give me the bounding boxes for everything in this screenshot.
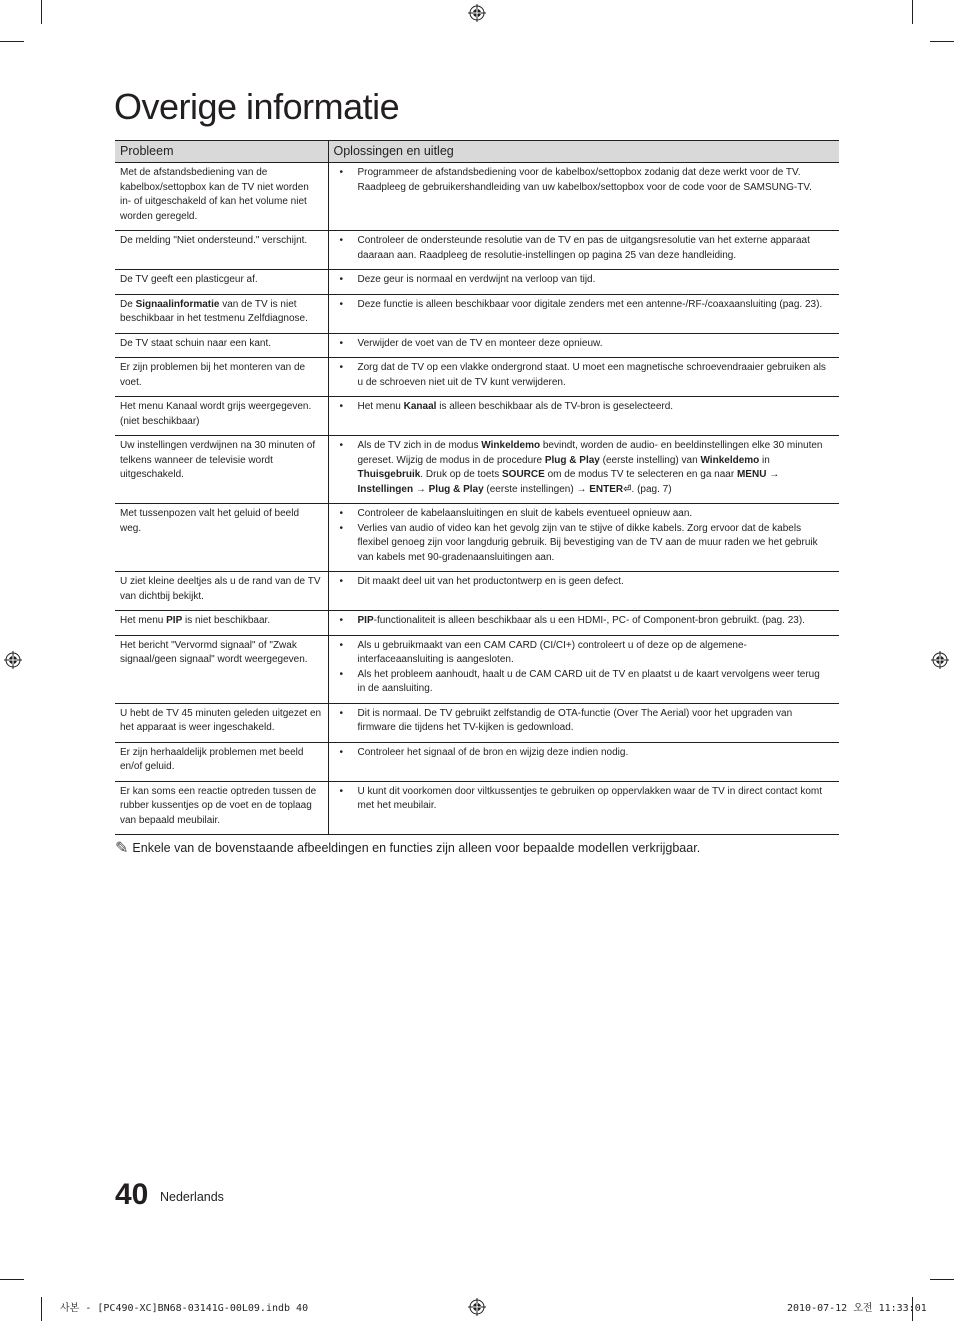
problem-cell (115, 504, 328, 572)
solution-list (334, 298, 835, 313)
solution-cell (328, 270, 839, 295)
solution-item (334, 507, 835, 522)
solution-list (334, 639, 835, 697)
column-header-solution: Oplossingen en uitleg (328, 141, 839, 163)
solution-item (334, 522, 835, 566)
footnote (115, 838, 700, 858)
table-row (115, 703, 839, 742)
problem-cell (115, 294, 328, 333)
text-run: . (pag. 7) (631, 483, 672, 495)
text-run: De melding "Niet ondersteund." verschijnt. (120, 235, 308, 246)
bold-term: Winkeldemo (481, 440, 541, 451)
solution-item (334, 707, 835, 736)
text-run: van de TV is niet beschikbaar in het testmenu Zelfdiagnose. (120, 298, 308, 324)
table-row (115, 397, 839, 436)
text-run: Zorg dat de TV op een vlakke ondergrond staat. U moet een magnetische schroevendraaier gebruiken als u de schroeven niet uit de TV kunt verwijderen. (357, 362, 826, 388)
solution-list (334, 707, 835, 736)
text-run: → (413, 483, 429, 495)
table-row (115, 781, 839, 835)
bold-term: ⏎ (623, 483, 632, 495)
text-run: Het menu (120, 615, 167, 626)
text-run: Dit is normaal. De TV gebruikt zelfstandig de OTA-functie (Over The Aerial) voor het upgraden van firmware die tijdens het TV-kijken is gedownload. (357, 707, 793, 733)
solution-item (334, 668, 835, 697)
solution-list (334, 361, 835, 390)
crop-mark (912, 0, 913, 24)
solution-list (334, 400, 835, 415)
text-run: is alleen beschikbaar als de TV-bron is geselecteerd. (436, 401, 674, 412)
text-run: De TV geeft een plasticgeur af. (120, 274, 258, 285)
solution-cell (328, 781, 839, 835)
solution-item (334, 614, 835, 629)
text-run: -functionaliteit is alleen beschikbaar als u een HDMI-, PC- of Component-bron gebruikt. (pag. 23). (373, 615, 805, 626)
problem-cell (115, 635, 328, 703)
table-row (115, 333, 839, 358)
text-run: Het menu Kanaal wordt grijs weergegeven. (niet beschikbaar) (120, 401, 312, 427)
text-run: U ziet kleine deeltjes als u de rand van de TV van dichtbij bekijkt. (120, 576, 321, 602)
bold-term: PIP (357, 615, 374, 626)
solution-cell (328, 231, 839, 270)
text-run: Controleer de kabelaansluitingen en sluit de kabels eventueel opnieuw aan. (357, 508, 693, 519)
text-run: De TV staat schuin naar een kant. (120, 337, 272, 349)
crop-mark (930, 1279, 954, 1280)
text-run: Het menu (357, 401, 404, 412)
bold-term: Instellingen (357, 483, 414, 495)
problem-cell (115, 270, 328, 295)
text-run: Met tussenpozen valt het geluid of beeld weg. (120, 508, 300, 534)
solution-cell (328, 504, 839, 572)
text-run: in (759, 454, 770, 466)
problem-cell (115, 703, 328, 742)
solution-item (334, 575, 835, 590)
solution-cell (328, 436, 839, 504)
solution-item (334, 361, 835, 390)
solution-item (334, 298, 835, 313)
bold-term: Plug & Play (428, 483, 484, 495)
crop-mark (41, 1297, 42, 1321)
solution-list (334, 614, 835, 629)
bold-term: Kanaal (403, 401, 437, 412)
text-run: Deze geur is normaal en verdwijnt na verloop van tijd. (357, 274, 596, 285)
crop-mark (41, 0, 42, 24)
text-run: U kunt dit voorkomen door viltkussentjes te gebruiken op oppervlakken waar de TV in direct contact komt met het meubilair. (357, 785, 822, 811)
pencil-icon: ✎ (115, 840, 129, 857)
print-info-file: 사본 - [PC490-XC]BN68-03141G-00L09.indb 40 (60, 1303, 309, 1314)
text-run: Verlies van audio of video kan het gevolg zijn van te stijve of dikke kabels. Zorg ervoor dat de kabels flexibel genoeg zijn voor langdurig gebruik. Bij bevestiging van de TV aan de muur raden we het gebruik van kabels met 90-gradenaansluitingen aan. (357, 522, 818, 563)
problem-cell (115, 358, 328, 397)
text-run: Er zijn herhaaldelijk problemen met beeld en/of geluid. (120, 746, 304, 772)
table-row (115, 742, 839, 781)
text-run: Het bericht "Vervormd signaal" of "Zwak signaal/geen signaal" wordt weergegeven. (120, 639, 308, 665)
problem-cell (115, 611, 328, 636)
table-body (115, 163, 839, 835)
text-run: Als het probleem aanhoudt, haalt u de CAM CARD uit de TV en plaatst u de kaart vervolgens weer terug in de aansluiting. (357, 668, 820, 694)
registration-mark-icon (468, 4, 486, 22)
solution-item (334, 439, 835, 497)
table-row (115, 163, 839, 231)
solution-list (334, 273, 835, 288)
problem-cell (115, 397, 328, 436)
solution-list (334, 234, 835, 263)
text-run: Verwijder de voet van de TV en monteer deze opnieuw. (357, 337, 603, 349)
table-row (115, 436, 839, 504)
text-run: (eerste instellingen) → (483, 483, 590, 495)
column-header-problem: Probleem (115, 141, 328, 163)
troubleshooting-table (115, 140, 839, 835)
solution-list (334, 166, 835, 195)
table-header-row (115, 141, 839, 163)
solution-list (334, 785, 835, 814)
solution-list (334, 337, 835, 352)
registration-mark-icon (4, 651, 22, 669)
text-run: Controleer het signaal of de bron en wijzig deze indien nodig. (357, 746, 629, 758)
bold-term: Signaalinformatie (135, 298, 220, 310)
problem-cell (115, 163, 328, 231)
crop-mark (930, 41, 954, 42)
solution-item (334, 337, 835, 352)
text-run: Controleer de ondersteunde resolutie van de TV en pas de uitgangsresolutie van het externe apparaat daaraan aan. Raadpleeg de resolutie-instellingen op pagina 25 van deze handleiding. (357, 235, 810, 261)
text-run: Er zijn problemen bij het monteren van de voet. (120, 362, 306, 388)
text-run: . Druk op de toets (420, 469, 503, 480)
solution-cell (328, 635, 839, 703)
crop-mark (0, 1279, 24, 1280)
solution-cell (328, 611, 839, 636)
bold-term: SOURCE (502, 469, 545, 480)
text-run: De (120, 298, 136, 310)
text-run: (eerste instelling) van (599, 454, 701, 466)
solution-cell (328, 703, 839, 742)
text-run: Er kan soms een reactie optreden tussen de rubber kussentjes op de voet en de toplaag van bepaald meubilair. (120, 785, 317, 826)
text-run: Uw instellingen verdwijnen na 30 minuten of telkens wanneer de televisie wordt uitgeschakeld. (120, 440, 316, 480)
table-row (115, 504, 839, 572)
problem-cell (115, 781, 328, 835)
problem-cell (115, 572, 328, 611)
solution-list (334, 575, 835, 590)
solution-cell (328, 163, 839, 231)
solution-cell (328, 397, 839, 436)
page-number: 40 (115, 1178, 149, 1211)
solution-item (334, 785, 835, 814)
solution-item (334, 746, 835, 761)
bold-term: Thuisgebruik (357, 469, 421, 480)
solution-item (334, 234, 835, 263)
print-info-date: 2010-07-12 오전 11:33:01 (787, 1303, 927, 1314)
table-row (115, 294, 839, 333)
bold-term: Winkeldemo (700, 454, 760, 466)
solution-list (334, 507, 835, 565)
table-row (115, 231, 839, 270)
solution-cell (328, 333, 839, 358)
solution-item (334, 400, 835, 415)
text-run: is niet beschikbaar. (182, 615, 271, 626)
table-row (115, 358, 839, 397)
text-run: Dit maakt deel uit van het productontwerp en is geen defect. (357, 576, 624, 587)
text-run: Met de afstandsbediening van de kabelbox/settopbox kan de TV niet worden in- of uitgeschakeld of kan het volume niet worden geregeld. (120, 167, 309, 222)
text-run: Deze functie is alleen beschikbaar voor digitale zenders met een antenne-/RF-/coaxaansluiting (pag. 23). (357, 298, 823, 310)
page-title: Overige informatie (114, 86, 400, 127)
text-run: Als de TV zich in de modus (357, 440, 482, 451)
text-run: bevindt, worden de audio- en beeldinstellingen elke 30 minuten gereset. Wijzig de modus in de procedure (357, 440, 823, 466)
problem-cell (115, 436, 328, 504)
bold-term: Plug & Play (544, 454, 600, 466)
footnote-text: Enkele van de bovenstaande afbeeldingen en functies zijn alleen voor bepaalde modellen verkrijgbaar. (132, 841, 701, 855)
table-row (115, 270, 839, 295)
solution-item (334, 273, 835, 288)
solution-cell (328, 572, 839, 611)
table-row (115, 611, 839, 636)
bold-term: MENU (736, 469, 767, 480)
problem-cell (115, 231, 328, 270)
text-run: Programmeer de afstandsbediening voor de kabelbox/settopbox zodanig dat deze werkt voor de TV. Raadpleeg de gebruikershandleiding van uw kabelbox/settopbox voor de code voor de SAMSUNG-TV. (357, 167, 812, 193)
registration-mark-icon (931, 651, 949, 669)
text-run: → (766, 469, 780, 480)
solution-item (334, 166, 835, 195)
crop-mark (0, 41, 24, 42)
bold-term: PIP (166, 615, 183, 626)
problem-cell (115, 333, 328, 358)
solution-list (334, 746, 835, 761)
text-run: U hebt de TV 45 minuten geleden uitgezet en het apparaat is weer ingeschakeld. (120, 707, 322, 733)
solution-cell (328, 358, 839, 397)
table-row (115, 572, 839, 611)
solution-cell (328, 742, 839, 781)
solution-item (334, 639, 835, 668)
solution-list (334, 439, 835, 497)
page-language: Nederlands (160, 1190, 224, 1204)
problem-cell (115, 742, 328, 781)
text-run: Als u gebruikmaakt van een CAM CARD (CI/CI+) controleert u of deze op de algemene-interfaceaansluiting is aangesloten. (357, 639, 747, 665)
registration-mark-icon (468, 1298, 486, 1316)
text-run: om de modus TV te selecteren en ga naar (544, 469, 737, 480)
bold-term: ENTER (589, 483, 624, 495)
solution-cell (328, 294, 839, 333)
table-row (115, 635, 839, 703)
